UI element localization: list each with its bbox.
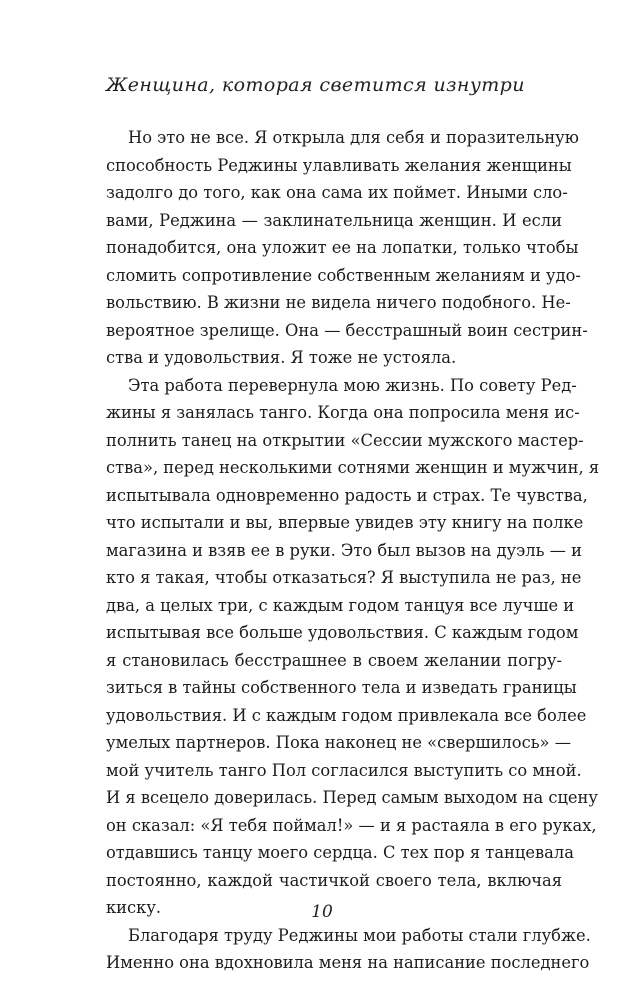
text-line: ства», перед несколькими сотнями женщин и мужчин, я bbox=[106, 458, 600, 477]
text-line: вами, Реджина — заклинательница женщин. И если bbox=[106, 210, 562, 230]
text-line: отдавшись танцу моего сердца. С тех пор я танцевала bbox=[106, 843, 574, 862]
text-line: способность Реджины улавливать желания женщины bbox=[106, 155, 572, 175]
text-line: испытывала одновременно радость и страх. Те чувства, bbox=[106, 485, 588, 505]
text-line: что испытали и вы, впервые увидев эту книгу на полке bbox=[106, 513, 584, 532]
text-line: полнить танец на открытии «Сессии мужского мастер- bbox=[106, 430, 584, 450]
text-line: мой учитель танго Пол согласился выступить со мной. bbox=[106, 760, 582, 780]
text-line: зиться в тайны собственного тела и изведать границы bbox=[106, 678, 577, 697]
text-line: киску. bbox=[106, 898, 162, 917]
running-head: Женщина, которая светится изнутри bbox=[106, 74, 525, 96]
text-line: задолго до того, как она сама их поймет. Иными сло- bbox=[106, 183, 568, 202]
text-line: удовольствия. И с каждым годом привлекала все более bbox=[106, 705, 587, 725]
text-line: жины я занялась танго. Когда она попросила меня ис- bbox=[106, 403, 580, 422]
text-line: понадобится, она уложит ее на лопатки, только чтобы bbox=[106, 238, 579, 257]
text-line: Благодаря труду Реджины мои работы стали глубже. bbox=[128, 925, 591, 945]
text-line: магазина и взяв ее в руки. Это был вызов на дуэль — и bbox=[106, 540, 582, 560]
text-line: умелых партнеров. Пока наконец не «свершилось» — bbox=[106, 733, 571, 752]
text-line: Но это не все. Я открыла для себя и поразительную bbox=[128, 128, 579, 147]
text-line: постоянно, каждой частичкой своего тела, включая bbox=[106, 870, 562, 890]
text-line: ства и удовольствия. Я тоже не устояла. bbox=[106, 348, 457, 367]
text-line: Эта работа перевернула мою жизнь. По совету Ред- bbox=[128, 375, 577, 395]
text-line: Именно она вдохновила меня на написание последнего bbox=[106, 953, 590, 972]
text-line: И я всецело доверилась. Перед самым выходом на сцену bbox=[106, 788, 598, 807]
text-line: испытывая все больше удовольствия. С каждым годом bbox=[106, 623, 579, 642]
paragraph bbox=[106, 922, 591, 977]
text-line: сломить сопротивление собственным желаниям и удо- bbox=[106, 265, 581, 285]
text-line: вероятное зрелище. Она — бесстрашный воин сестрин- bbox=[106, 320, 588, 340]
text-line: два, а целых три, с каждым годом танцуя все лучше и bbox=[106, 595, 575, 615]
page-number: 10 bbox=[311, 902, 333, 922]
paragraph bbox=[106, 372, 600, 922]
text-line: он сказал: «Я тебя поймал!» — и я растаяла в его руках, bbox=[106, 815, 597, 835]
text-line: я становилась бесстрашнее в своем желании погру- bbox=[106, 650, 562, 670]
body-text bbox=[106, 124, 600, 977]
text-line: вольствию. В жизни не видела ничего подобного. Не- bbox=[106, 293, 571, 312]
text-line: кто я такая, чтобы отказаться? Я выступила не раз, не bbox=[106, 568, 582, 587]
paragraph bbox=[106, 124, 588, 372]
